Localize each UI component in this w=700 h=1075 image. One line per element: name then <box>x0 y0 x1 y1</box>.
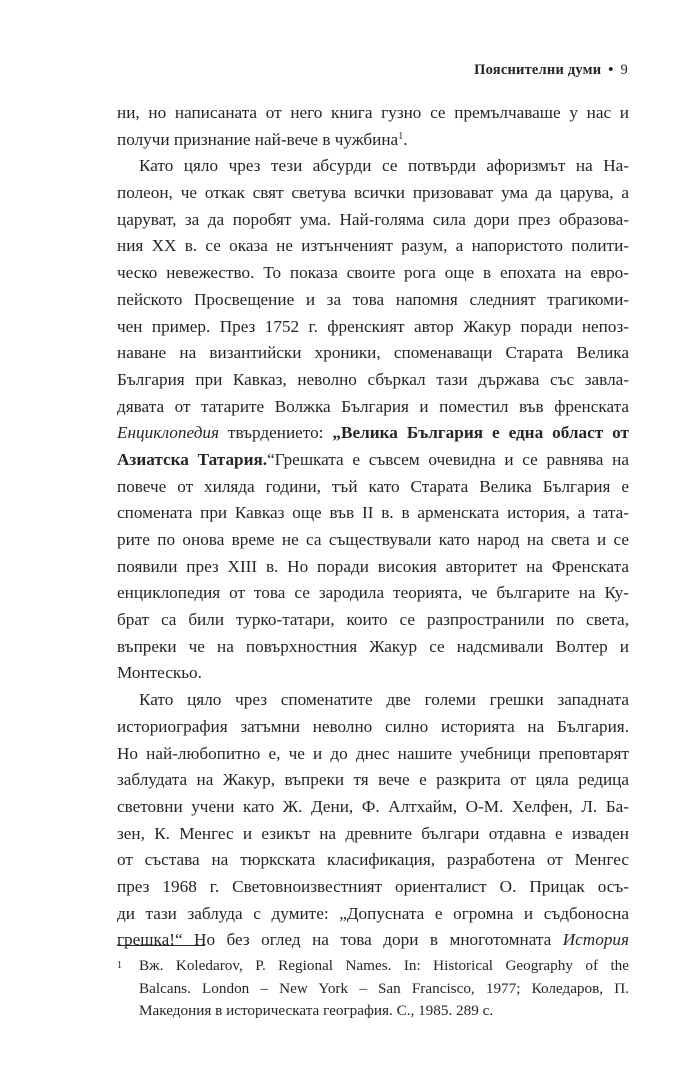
text-line: дявата от татарите Волжка България и поместил във френската <box>117 396 629 416</box>
main-text <box>117 100 629 954</box>
text-line: чен пример. През 1752 г. френският автор Жакур поради непоз- <box>117 316 629 336</box>
text-line: брат са били турко-татари, които се разпространили по света, <box>117 610 629 630</box>
text-line: полеон, че откак свят светува всички призовават ума да царува, а <box>117 183 629 203</box>
text-line: световни учени като Ж. Дени, Ф. Алтхайм, О-М. Хелфен, Л. Ба- <box>117 796 629 816</box>
footnote-divider <box>117 945 205 946</box>
text-line: енциклопедия от това се зародила теорията, че българите на Ку- <box>117 583 629 603</box>
text-line: спомената при Кавказ още във II в. в арменската история, а тата- <box>117 503 629 523</box>
text-line: от състава на тюркската класификация, разработена от Менгес <box>117 850 629 870</box>
header-separator: • <box>608 62 614 78</box>
text-line: грешка!“ Но без оглед на това дори в многотомната История <box>117 930 629 950</box>
italic-title: История <box>562 930 629 950</box>
footnote-line: Вж. Koledarov, P. Regional Names. In: Historical Geography of the <box>139 957 629 974</box>
running-header <box>474 62 628 79</box>
text-line: получи признание най-вече в чужбина$^1$. <box>117 129 408 149</box>
text-line: ди тази заблуда с думите: „Допусната е огромна и съдбоносна <box>117 903 629 923</box>
footnote-reference: 1 <box>398 130 404 142</box>
text-line: Като цяло чрез тези абсурди се потвърди афоризмът на На- <box>139 156 629 176</box>
text-line: пейското Просвещение и за това напомня следният трагикоми- <box>117 289 629 309</box>
text-line: царуват, за да поробят ума. Най-голяма сила дори през образова- <box>117 209 629 229</box>
text-line: зен, К. Менгес и езикът на древните българи отдавна е изваден <box>117 823 629 843</box>
page-number: 9 <box>620 62 628 78</box>
text-line: Монтескьо. <box>117 663 202 683</box>
text-line: през 1968 г. Световноизвестният ориенталист О. Прицак осъ- <box>117 876 629 896</box>
italic-title: Енциклопедия <box>117 423 219 443</box>
text-line: повече от хиляда години, тъй като Старата Велика България е <box>117 476 629 496</box>
bold-quote: Азиатска Татария. <box>117 449 268 469</box>
text-line: Енциклопедия твърдението: „Велика България е една област от <box>117 423 629 443</box>
text-line: Азиатска Татария.“Грешката е съвсем очевидна и се равнява на <box>117 449 629 469</box>
text-line: историография затъмни неволно силно историята на България. <box>117 716 629 736</box>
text-line: рите по онова време не са съществували като народ на света и се <box>117 530 629 549</box>
text-line: България при Кавказ, неволно сбъркал тази държава със завла- <box>117 369 629 389</box>
footnote-line: Македония в историческата география. С., 1985. 289 с. <box>139 1002 494 1019</box>
text-line: въпреки че на повърхностния Жакур се надсмивали Волтер и <box>117 636 629 656</box>
text-line: Но най-любопитно е, че и до днес нашите учебници преповтарят <box>117 743 629 763</box>
text-line: появили през XIII в. Но поради високия авторитет на Френската <box>117 556 629 576</box>
text-line: Като цяло чрез споменатите две големи грешки западната <box>139 690 629 710</box>
text-line: заблудата на Жакур, въпреки тя вече е разкрита от цяла редица <box>117 770 629 790</box>
text-line: наване на византийски хроники, споменаващи Старата Велика <box>117 343 629 363</box>
running-header-title: Пояснителни думи <box>474 62 602 78</box>
text-line: ни, но написаната от него книга гузно се премълчаваше у нас и <box>117 103 629 122</box>
text-line: ческо невежество. То показа своите рога още в епохата на евро- <box>117 263 629 283</box>
footnote-line: Balcans. London – New York – San Francisco, 1977; Коледаров, П. <box>139 979 629 997</box>
text-line: ния XX в. се оказа не изтънченият разум, а напористото полити- <box>117 236 629 256</box>
footnote-marker: 1 <box>117 960 122 971</box>
footnote <box>117 955 629 1023</box>
bold-quote: „Велика България е една област от <box>332 423 629 443</box>
